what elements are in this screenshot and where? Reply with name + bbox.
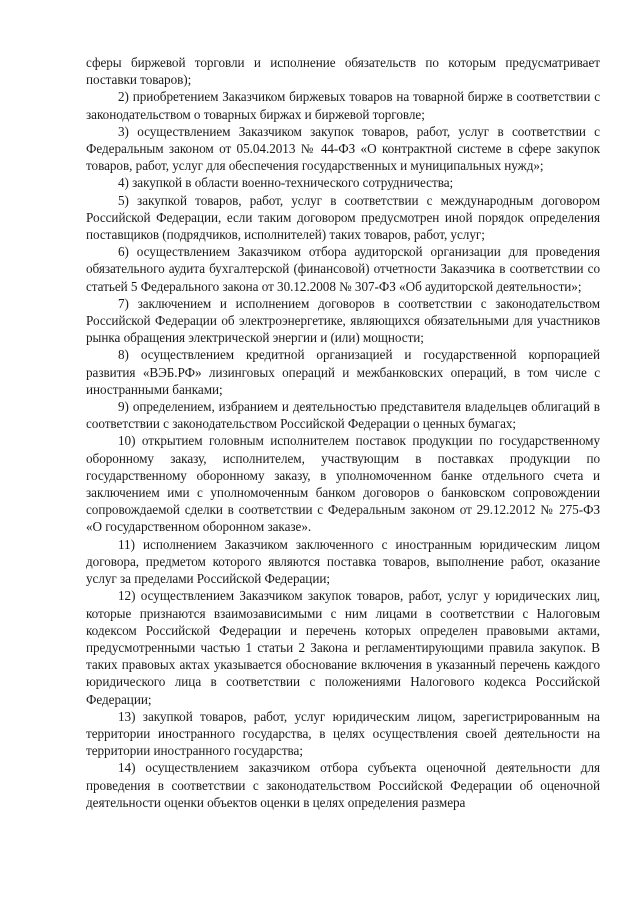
document-body [86,54,600,811]
paragraph-item-3: 3) осуществлением Заказчиком закупок товаров, работ, услуг в соответствии с Федеральным законом от 05.04.2013 № 44-ФЗ «О контрактной системе в сфере закупок товаров, работ, услуг для обеспечения государственных и муниципальных нужд»; [86,123,600,174]
paragraph-item-7: 7) заключением и исполнением договоров в соответствии с законодательством Российской Федерации об электроэнергетике, являющихся обязательными для участников рынка обращения электрической энергии и (или) мощности; [86,295,600,346]
paragraph-item-14: 14) осуществлением заказчиком отбора субъекта оценочной деятельности для проведения в соответствии с законодательством Российской Федерации об оценочной деятельности оценки объектов оценки в целях определения размера [86,760,600,810]
paragraph-item-5: 5) закупкой товаров, работ, услуг в соответствии с международным договором Российской Федерации, если таким договором предусмотрен иной порядок определения поставщиков (подрядчиков, исполнителей) таких товаров, работ, услуг; [86,192,600,243]
paragraph-continuation: сферы биржевой торговли и исполнение обязательств по которым предусматривает поставки товаров); [86,55,600,88]
paragraph-item-4: 4) закупкой в области военно-технического сотрудничества; [118,175,454,191]
paragraph-item-2: 2) приобретением Заказчиком биржевых товаров на товарной бирже в соответствии с законодательством о товарных биржах и биржевой торговле; [86,89,600,122]
paragraph-item-8: 8) осуществлением кредитной организацией и государственной корпорацией развития «ВЭБ.РФ» лизинговых операций и межбанковских операций, в том числе с иностранными банками; [86,347,600,397]
paragraph-item-6: 6) осуществлением Заказчиком отбора аудиторской организации для проведения обязательного аудита бухгалтерской (финансовой) отчетности Заказчика в соответствии со статьей 5 Федерального закона от 30.12.2008 № 307-ФЗ «Об аудиторской деятельности»; [86,244,600,294]
paragraph-item-11: 11) исполнением Заказчиком заключенного с иностранным юридическим лицом договора, предметом которого являются поставка товаров, выполнение работ, оказание услуг за пределами Российской Федерации; [86,536,600,587]
paragraph-item-13: 13) закупкой товаров, работ, услуг юридическим лицом, зарегистрированным на территории иностранного государства, в целях осуществления своей деятельности на территории иностранного государства; [86,708,600,759]
paragraph-item-10: 10) открытием головным исполнителем поставок продукции по государственному оборонному заказу, исполнителем, участвующим в поставках продукции по государственному оборонному заказу, в уполномоченном банке отдельного счета и заключением ими с уполномоченным банком договоров о банковском сопровождении сопровождаемой сделки в соответствии с Федеральным законом от 29.12.2012 № 275-ФЗ «О государственном оборонном заказе». [86,433,600,535]
paragraph-item-12: 12) осуществлением Заказчиком закупок товаров, работ, услуг у юридических лиц, которые признаются взаимозависимыми с ним лицами в соответствии с Налоговым кодексом Российской Федерации и перечень которых определен правовыми актами, предусмотренными частью 1 статьи 2 Закона и регламентирующими правила закупок. В таких правовых актах указывается обоснование включения в указанный перечень каждого юридического лица в соответствии с положениями Налогового кодекса Российской Федерации; [86,588,600,707]
paragraph-item-9: 9) определением, избранием и деятельностью представителя владельцев облигаций в соответствии с законодательством Российской Федерации о ценных бумагах; [86,399,600,432]
